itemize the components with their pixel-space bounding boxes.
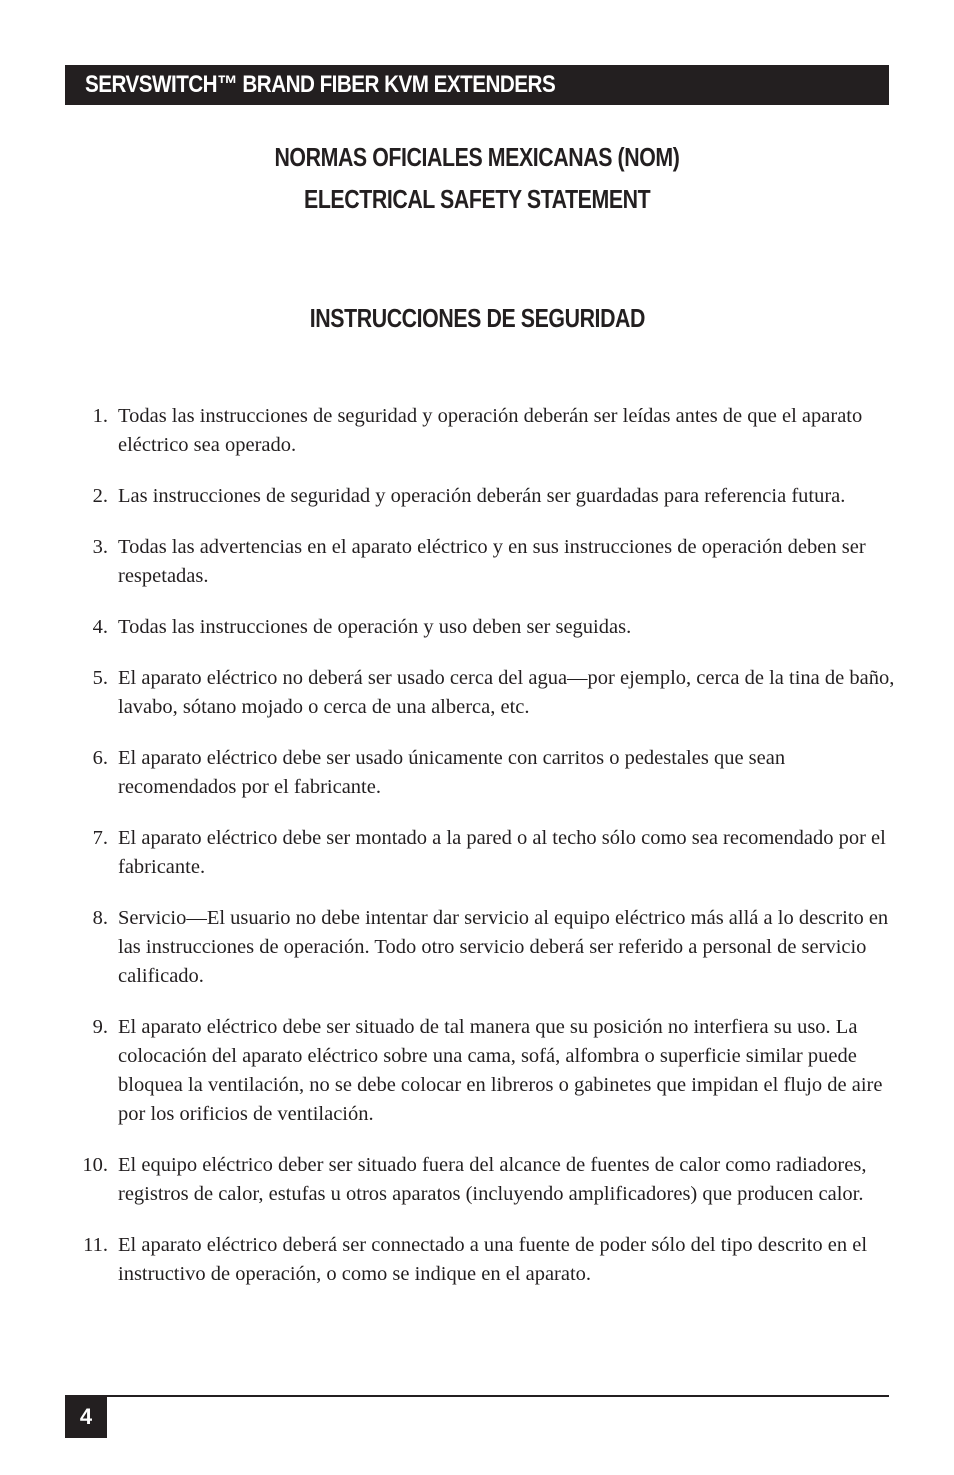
item-number: 4. xyxy=(92,616,108,638)
item-number: 1. xyxy=(92,405,108,427)
item-number: 5. xyxy=(92,667,108,689)
list-item xyxy=(70,613,900,642)
header-bar xyxy=(65,65,889,105)
item-number: 7. xyxy=(92,827,108,849)
section-title-text: INSTRUCCIONES DE SEGURIDAD xyxy=(309,303,645,333)
item-text: Las instrucciones de seguridad y operación deberán ser guardadas para referencia futura. xyxy=(118,485,846,507)
item-number: 3. xyxy=(92,536,108,558)
item-number: 8. xyxy=(92,907,108,929)
list-item xyxy=(70,533,900,591)
item-text: Todas las advertencias en el aparato eléctrico y en sus instrucciones de operación deben ser respetadas. xyxy=(118,536,866,587)
heading-nom-text: NORMAS OFICIALES MEXICANAS (NOM) xyxy=(274,142,680,172)
item-text: El aparato eléctrico debe ser situado de tal manera que su posición no interfiera su uso. La colocación del aparato eléctrico sobre una cama, sofá, alfombra o superficie similar puede bloquea la ventilación, no se debe colocar en libreros o gabinetes que impidan el flujo de aire por los orificios de ventilación. xyxy=(118,1016,883,1125)
item-text: El equipo eléctrico deber ser situado fuera del alcance de fuentes de calor como radiadores, registros de calor, estufas u otros aparatos (incluyendo amplificadores) que producen calor. xyxy=(118,1154,867,1205)
item-number: 2. xyxy=(92,485,108,507)
footer-rule xyxy=(65,1395,889,1397)
list-item xyxy=(70,744,900,802)
safety-instructions-list xyxy=(70,402,900,1311)
item-text: Todas las instrucciones de seguridad y operación deberán ser leídas antes de que el aparato eléctrico sea operado. xyxy=(118,405,863,456)
header-title: SERVSWITCH™ BRAND FIBER KVM EXTENDERS xyxy=(85,71,556,98)
page-number-box xyxy=(65,1395,107,1438)
item-text: El aparato eléctrico debe ser montado a la pared o al techo sólo como sea recomendado por el fabricante. xyxy=(118,827,886,878)
item-text: El aparato eléctrico deberá ser connectado a una fuente de poder sólo del tipo descrito en el instructivo de operación, o como se indique en el aparato. xyxy=(118,1234,868,1285)
heading-nom xyxy=(0,142,954,173)
item-number: 11. xyxy=(83,1234,108,1256)
list-item xyxy=(70,1151,900,1209)
list-item xyxy=(70,1013,900,1129)
list-item xyxy=(70,904,900,991)
list-item xyxy=(70,1231,900,1289)
item-text: Todas las instrucciones de operación y uso deben ser seguidas. xyxy=(118,616,632,638)
list-item xyxy=(70,824,900,882)
list-item xyxy=(70,664,900,722)
item-text: El aparato eléctrico debe ser usado únicamente con carritos o pedestales que sean recomendados por el fabricante. xyxy=(118,747,786,798)
list-item xyxy=(70,402,900,460)
list-item xyxy=(70,482,900,511)
section-title xyxy=(0,303,954,334)
page-number: 4 xyxy=(79,1403,93,1429)
item-text: El aparato eléctrico no deberá ser usado cerca del agua—por ejemplo, cerca de la tina de baño, lavabo, sótano mojado o cerca de una alberca, etc. xyxy=(118,667,895,718)
item-number: 6. xyxy=(92,747,108,769)
heading-safety-statement xyxy=(0,184,954,215)
heading-safety-statement-text: ELECTRICAL SAFETY STATEMENT xyxy=(303,184,651,214)
item-text: Servicio—El usuario no debe intentar dar servicio al equipo eléctrico más allá a lo descrito en las instrucciones de operación. Todo otro servicio deberá ser referido a personal de servicio calificado. xyxy=(118,907,889,987)
item-number: 10. xyxy=(82,1154,108,1176)
item-number: 9. xyxy=(92,1016,108,1038)
